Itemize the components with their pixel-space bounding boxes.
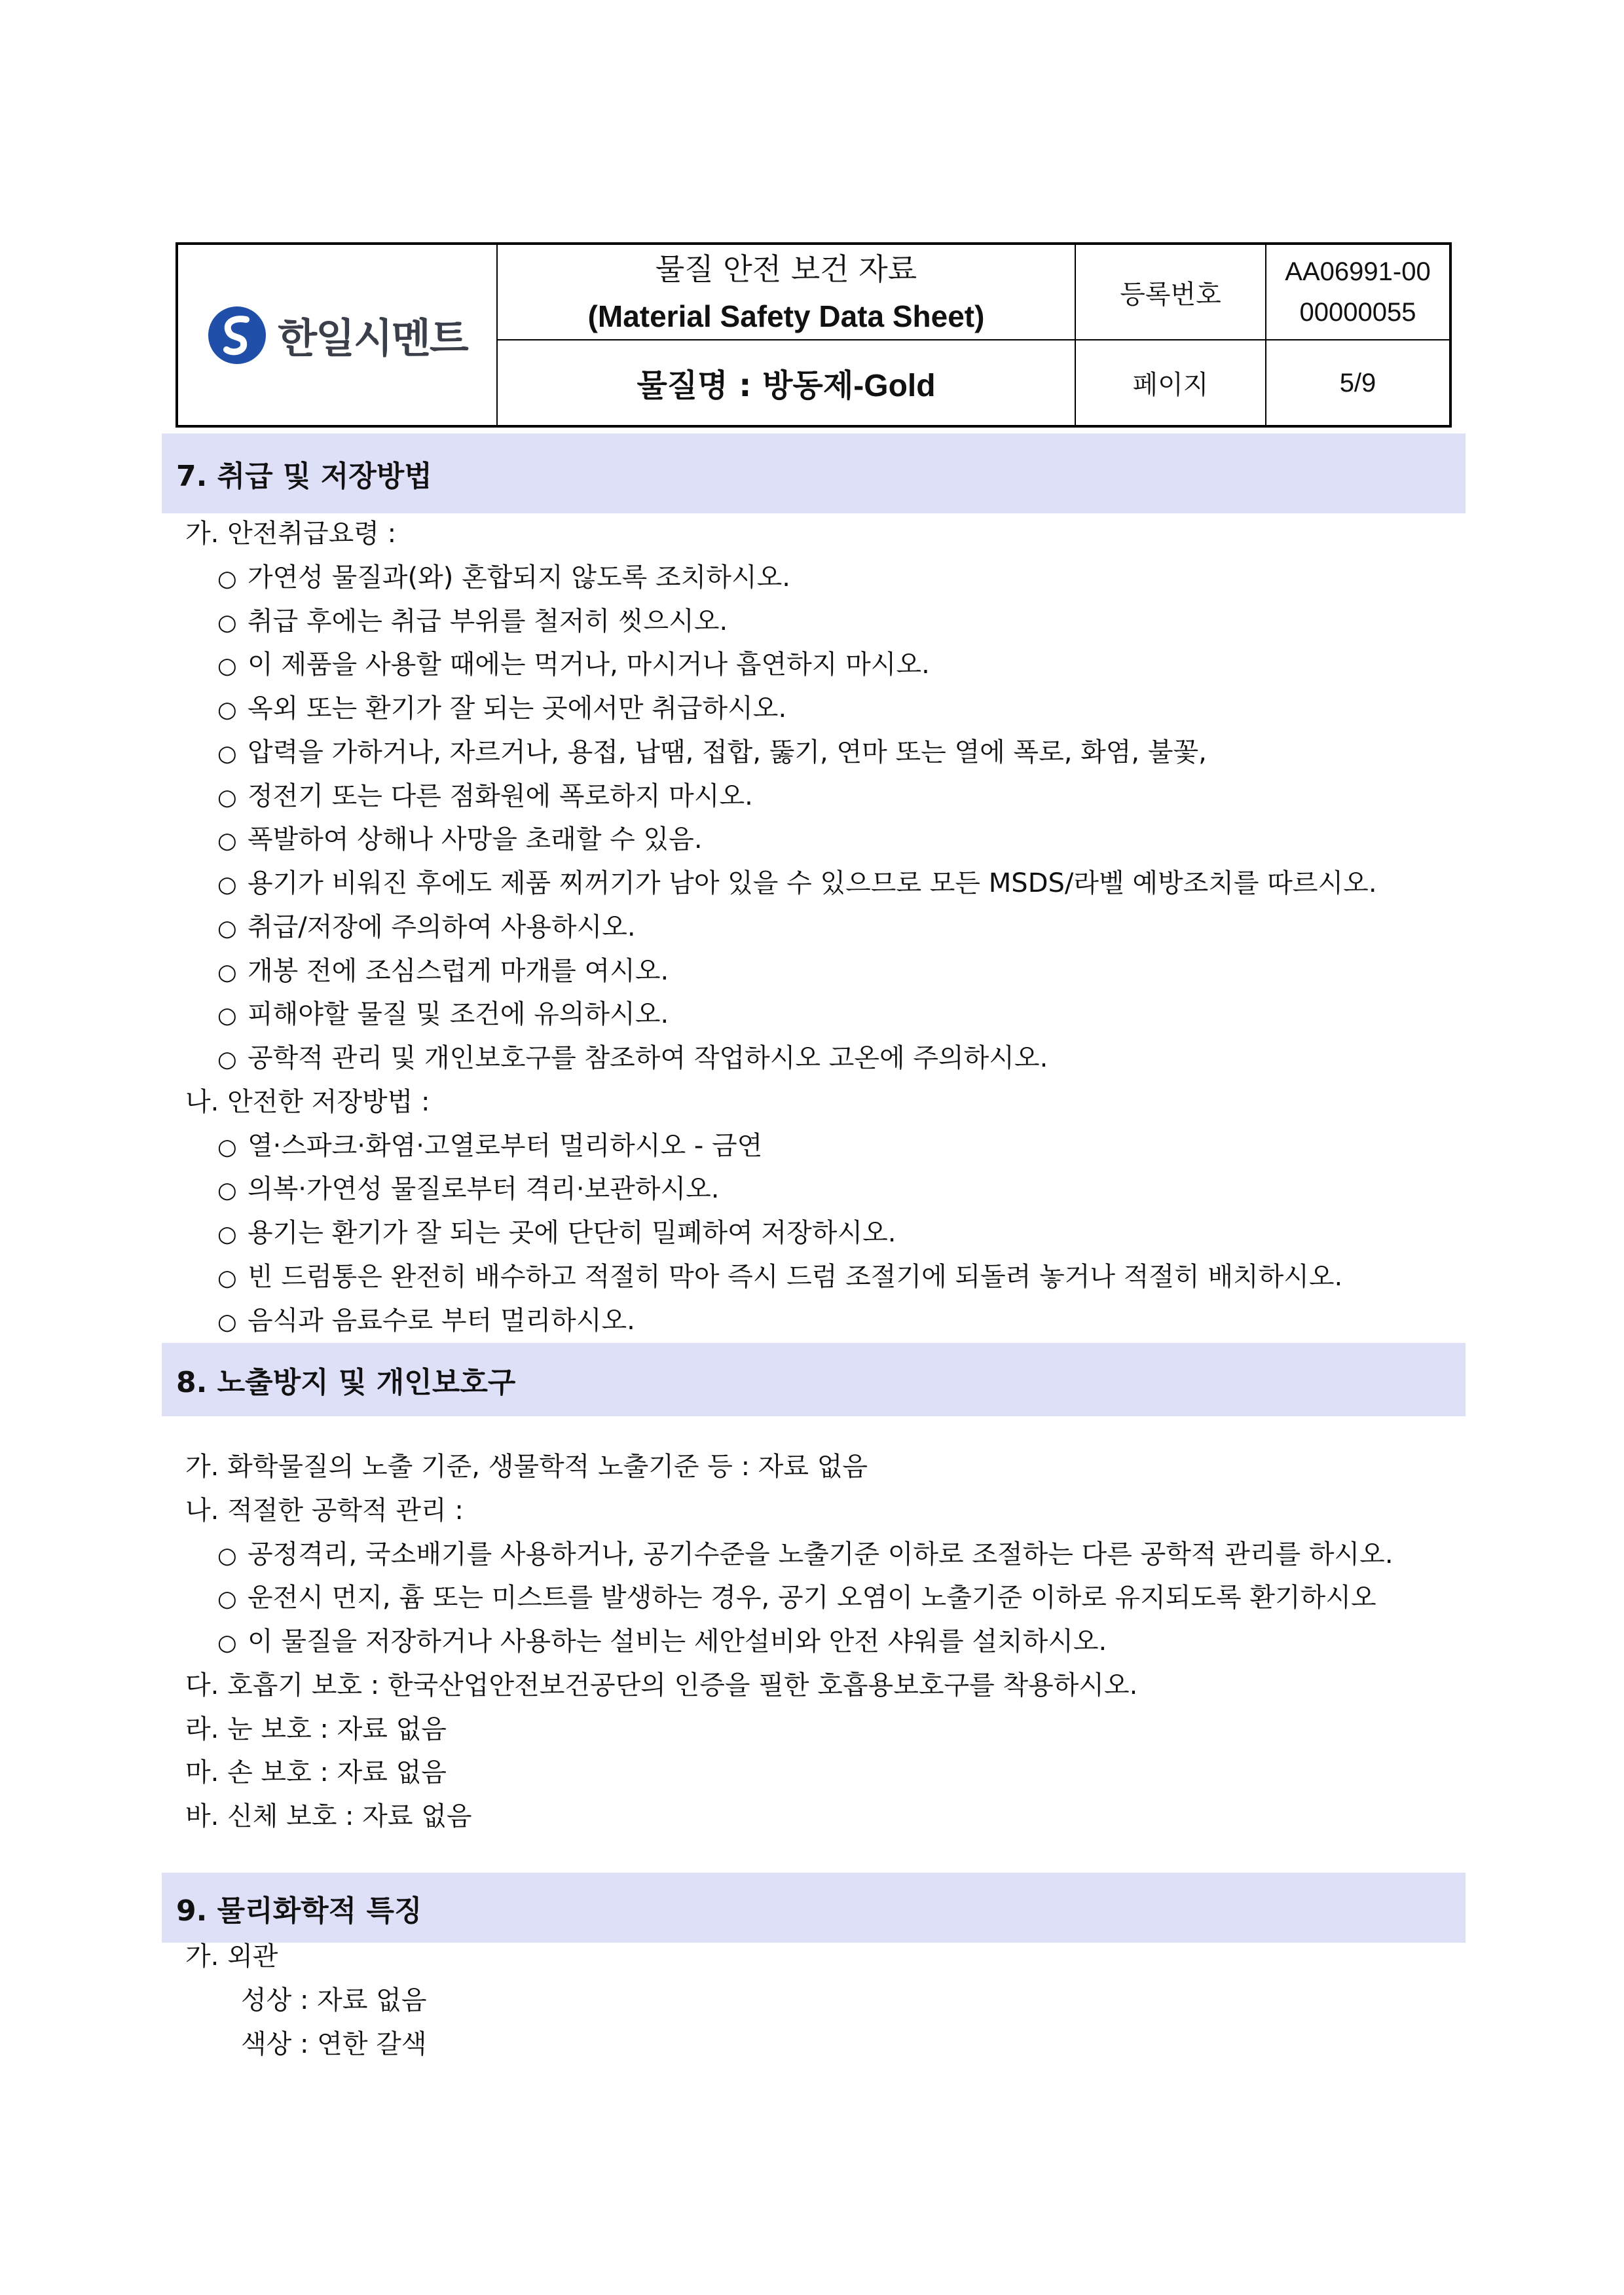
bullet-icon: ○	[217, 828, 237, 854]
list-item: ○ 공학적 관리 및 개인보호구를 참조하여 작업하시오 고온에 주의하시오.	[217, 1042, 1048, 1076]
list-item: ○ 이 물질을 저장하거나 사용하는 설비는 세안설비와 안전 샤워를 설치하시오.	[217, 1625, 1107, 1659]
list-item: ○ 용기가 비워진 후에도 제품 찌꺼기가 남아 있을 수 있으므로 모든 MSDS/라벨 예방조치를 따르시오.	[217, 867, 1377, 901]
list-item: ○ 옥외 또는 환기가 잘 되는 곳에서만 취급하시오.	[217, 692, 786, 726]
company-name: 한일시멘트	[278, 314, 468, 362]
bullet-icon: ○	[217, 959, 237, 985]
bullet-icon: ○	[217, 1586, 237, 1612]
bullet-icon: ○	[217, 915, 237, 942]
appearance-color: 색상 : 연한 갈색	[241, 2029, 427, 2059]
bullet-icon: ○	[217, 1134, 237, 1160]
list-item: ○ 개봉 전에 조심스럽게 마개를 여시오.	[217, 955, 669, 989]
bullet-icon: ○	[217, 1309, 237, 1335]
list-item: ○ 이 제품을 사용할 때에는 먹거나, 마시거나 흡연하지 마시오.	[217, 648, 930, 682]
list-item: ○ 가연성 물질과(와) 혼합되지 않도록 조치하시오.	[217, 561, 790, 595]
company-emblem-icon	[207, 305, 267, 365]
list-item: ○ 취급 후에는 취급 부위를 철저히 씻으시오.	[217, 605, 728, 639]
bullet-icon: ○	[217, 1002, 237, 1029]
list-item: ○ 압력을 가하거나, 자르거나, 용접, 납땜, 접합, 뚫기, 연마 또는 열에 폭로, 화염, 불꽃,	[217, 736, 1207, 770]
bullet-icon: ○	[217, 1630, 237, 1656]
material-name-suffix: -Gold	[853, 369, 936, 403]
bullet-icon: ○	[217, 1046, 237, 1073]
bullet-icon: ○	[217, 1221, 237, 1247]
bullet-icon: ○	[217, 784, 237, 811]
material-name	[497, 340, 1075, 426]
bullet-icon: ○	[217, 741, 237, 767]
list-item: ○ 공정격리, 국소배기를 사용하거나, 공기수준을 노출기준 이하로 조절하는 다른 공학적 관리를 하시오.	[217, 1538, 1393, 1572]
section-8-header	[162, 1343, 1466, 1416]
section-8-b-label: 나. 적절한 공학적 관리 :	[185, 1496, 464, 1526]
bullet-icon: ○	[217, 697, 237, 723]
list-item: ○ 열·스파크·화염·고열로부터 멀리하시오 - 금연	[217, 1129, 762, 1164]
bullet-icon: ○	[217, 653, 237, 679]
section-8-c-line: 다. 호흡기 보호 : 한국산업안전보건공단의 인증을 필한 호흡용보호구를 착용하시오.	[185, 1670, 1138, 1700]
section-9-title: 9. 물리화학적 특징	[176, 1894, 422, 1928]
company-logo	[178, 305, 496, 365]
section-8-a-line: 가. 화학물질의 노출 기준, 생물학적 노출기준 등 : 자료 없음	[185, 1452, 868, 1482]
list-item: ○ 취급/저장에 주의하여 사용하시오.	[217, 911, 636, 945]
page-number: 5/9	[1266, 340, 1450, 426]
bullet-icon: ○	[217, 1177, 237, 1203]
bullet-icon: ○	[217, 610, 237, 636]
section-8-f-line: 바. 신체 보호 : 자료 없음	[185, 1801, 472, 1831]
section-7-a-label: 가. 안전취급요령 :	[185, 519, 397, 549]
list-item: ○ 의복·가연성 물질로부터 격리·보관하시오.	[217, 1173, 719, 1207]
section-8-title: 8. 노출방지 및 개인보호구	[176, 1366, 516, 1399]
list-item: ○ 빈 드럼통은 완전히 배수하고 적절히 막아 즉시 드럼 조절기에 되돌려 놓거나 적절히 배치하시오.	[217, 1260, 1342, 1294]
registration-label: 등록번호	[1075, 244, 1266, 340]
registration-number-line2: 00000055	[1299, 298, 1416, 327]
list-item: ○ 폭발하여 상해나 사망을 초래할 수 있음.	[217, 823, 703, 857]
section-8-e-line: 마. 손 보호 : 자료 없음	[185, 1757, 447, 1788]
section-7-header	[162, 433, 1466, 513]
company-logo-cell	[177, 244, 497, 426]
list-item: ○ 정전기 또는 다른 점화원에 폭로하지 마시오.	[217, 780, 753, 814]
section-9-header	[162, 1873, 1466, 1943]
bullet-icon: ○	[217, 1265, 237, 1291]
registration-number	[1266, 244, 1450, 340]
material-name-prefix: 물질명 : 방동제	[637, 367, 854, 404]
document-header	[175, 242, 1452, 428]
list-item: ○ 음식과 음료수로 부터 멀리하시오.	[217, 1304, 635, 1338]
bullet-icon: ○	[217, 1543, 237, 1569]
section-7-b-label: 나. 안전한 저장방법 :	[185, 1087, 430, 1117]
list-item: ○ 용기는 환기가 잘 되는 곳에 단단히 밀폐하여 저장하시오.	[217, 1217, 896, 1251]
page-label: 페이지	[1075, 340, 1266, 426]
bullet-icon: ○	[217, 872, 237, 898]
appearance-state: 성상 : 자료 없음	[241, 1985, 427, 2015]
list-item: ○ 운전시 먼지, 흄 또는 미스트를 발생하는 경우, 공기 오염이 노출기준 이하로 유지되도록 환기하시오	[217, 1581, 1376, 1615]
document-title-cell	[497, 244, 1075, 340]
registration-number-line1: AA06991-00	[1285, 257, 1431, 286]
section-9-a-label: 가. 외관	[185, 1941, 278, 1972]
document-title: 물질 안전 보건 자료	[655, 251, 917, 287]
section-8-d-line: 라. 눈 보호 : 자료 없음	[185, 1714, 447, 1744]
list-item: ○ 피해야할 물질 및 조건에 유의하시오.	[217, 998, 669, 1032]
bullet-icon: ○	[217, 566, 237, 592]
document-title-en: (Material Safety Data Sheet)	[587, 299, 985, 333]
section-7-title: 7. 취급 및 저장방법	[176, 460, 432, 493]
